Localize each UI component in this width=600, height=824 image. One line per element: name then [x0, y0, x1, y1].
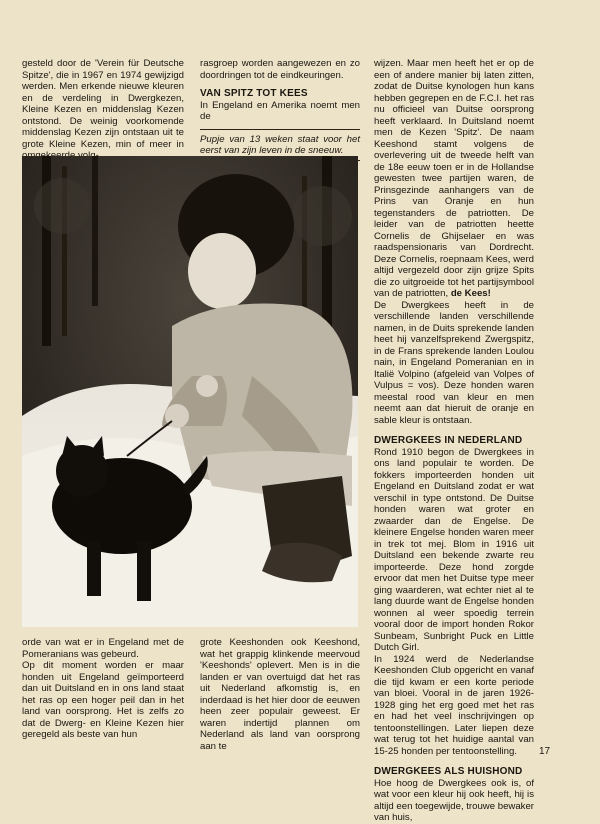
- paragraph: Op dit moment worden er maar honden uit Engeland geïmporteerd dan uit Duitsland en in ons land staat het ras op een hoger peil dan in het land van oorsprong. Het is zelfs zo dat de Dwerg- en Kleine Kezen hier geregeld als beste van hun: [22, 660, 184, 740]
- paragraph: In 1924 werd de Nederlandse Keeshonden Club opgericht en vanaf die tijd kwam er een korte periode van bloei. Vooral in de jaren 1926-1928 ging het erg goed met het ras en had het veel inschrijvingen op tentoonstellingen. Later liepen deze wat terug tot het huidige aantal van 15-25 honden per tentoonstelling.: [374, 653, 534, 757]
- paragraph: Rond 1910 begon de Dwergkees in ons land populair te worden. De fokkers importeerden honden uit Engeland en Duitsland zodat er wat verschil in type ontstond. De Duitse honden waren wat groter en zwaarder dan de Engelse. De kleinere Engelse honden waren meer in trek tot mej. Blom in 1916 uit Duitsland een bekende zwarte reu importeerde. Deze hond zorgde ervoor dat men het Duitse type meer ging waarderen, wat echter niet al te lang duurde want de Engelse honden wonnen al weer spoedig terrein vooral door de import honden Rokor Sunbeam, Sunbright Puck en Little Dutch Girl.: [374, 446, 534, 653]
- paragraph: rasgroep worden aangewezen en zo doordringen tot de eindkeuringen.: [200, 58, 360, 81]
- column-1-top: [22, 58, 184, 162]
- paragraph: orde van wat er in Engeland met de Pomeranians was gebeurd.: [22, 637, 184, 660]
- paragraph: De Dwergkees heeft in de verschillende landen verschillende namen, in de Duits sprekende landen heet hij vanzelfsprekend Zwergspitz, in de Frans sprekende landen Loulou nain, in Engeland Pomeranian en in Italië Volpino (afgeleid van Volpes of Vulpus = vos). Deze honden waren meestal rood van kleur en men neemt aan dat hieruit de oranje en sable kleur is ontstaan.: [374, 299, 534, 426]
- column-2-bottom: [200, 637, 360, 752]
- page-number: 17: [539, 746, 551, 757]
- column-3: [374, 58, 534, 824]
- caption-rule: [200, 129, 360, 130]
- text: wijzen. Maar men heeft het er op de een of andere manier bij laten zitten, zodat de Duitse kynologen hun kans hebben gegrepen en de F.C.I. het ras nu officieel van Duitse oorsprong heeft verklaard. In Duitsland noemt men de Kezen 'Spitz'. De naam Keeshond stamt volgens de overlevering uit de tweede helft van de 18e eeuw toen er in de Hollandse gewesten twee partijen waren, de Prinsgezinde aanhangers van de Prins van Oranje en hun tegenstanders de patriotten. De leider van de patriotten heette Cornelis de Ghijselaer en was raadspensionaris van Dordrecht. Deze Cornelis, roepnaam Kees, werd altijd vergezeld door zijn grijze Spits die zo uitgroeide tot het partijsymbool van de patriotten,: [374, 58, 534, 299]
- photo-caption: Pupje van 13 weken staat voor het eerst van zijn leven in de sneeuw.: [200, 133, 360, 156]
- heading-dwergkees-als-huishond: DWERGKEES ALS HUISHOND: [374, 766, 523, 777]
- heading-van-spitz-tot-kees: VAN SPITZ TOT KEES: [200, 88, 308, 99]
- paragraph: In Engeland en Amerika noemt men de: [200, 99, 360, 122]
- paragraph: gesteld door de 'Verein für Deutsche Spitze', die in 1967 en 1974 gewijzigd werden. Men erkende nieuwe kleuren en de verdeling in Dwergkezen, Kleine Kezen en middenslag Kezen ontstond. De weinig voorkomende middenslag Kezen zijn ontstaan uit te grote Kleine Kezen, min of meer in: [22, 58, 184, 150]
- text-bold: de Kees!: [450, 288, 491, 299]
- paragraph: grote Keeshonden ook Keeshond, wat het grappig klinkende meervoud 'Keeshonds' oplevert. Men is in die landen er van overtuigd dat het ras uit Nederland afkomstig is, en inderdaad is het hier door de eeuwen heen zeer populair geweest. Er waren indertijd plannen om Nederland als land van oorsprong aan te: [200, 637, 360, 752]
- column-1-bottom: [22, 637, 184, 741]
- photo-boy-with-puppy-in-snow: [22, 156, 358, 627]
- heading-dwergkees-in-nederland: DWERGKEES IN NEDERLAND: [374, 435, 523, 446]
- paragraph: [374, 58, 534, 300]
- paragraph: Hoe hoog de Dwergkees ook is, of wat voor een kleur hij ook heeft, hij is altijd een toegewijde, trouwe bewaker van huis,: [374, 777, 534, 823]
- column-2-top: [200, 58, 360, 161]
